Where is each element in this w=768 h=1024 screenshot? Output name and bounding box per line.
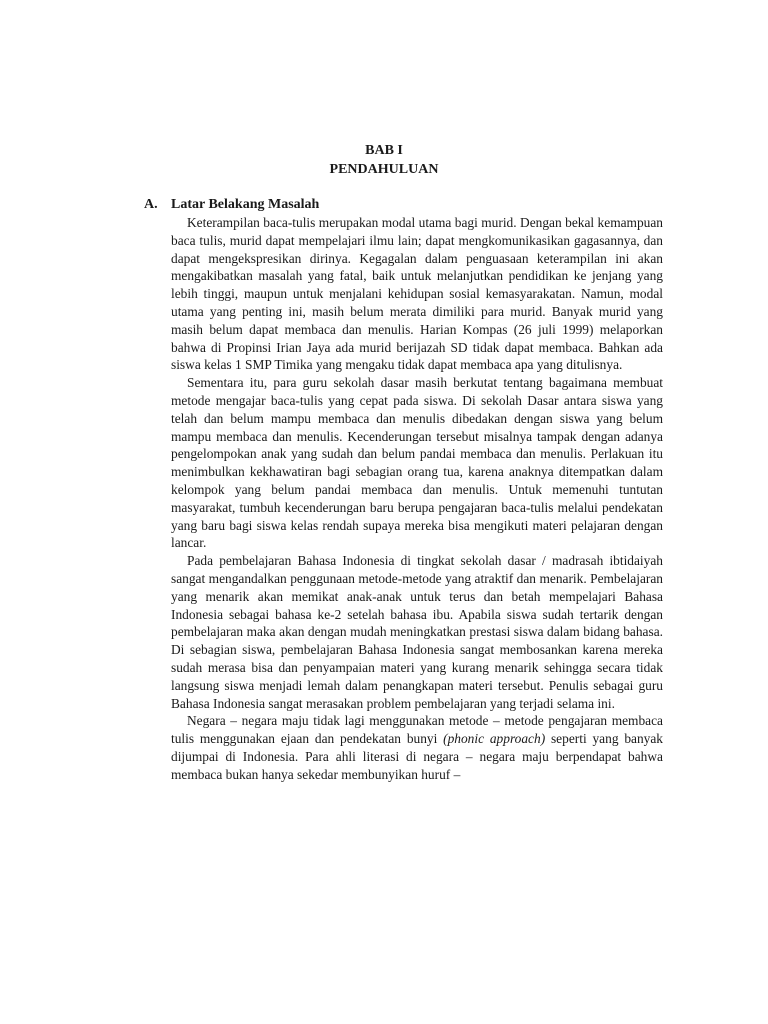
chapter-heading [0,141,768,179]
paragraph-4-text-after: seperti yang banyak dijumpai di Indonesia. Para ahli literasi di negara – negara maju berpendapat bahwa membaca bukan hanya sekedar membunyikan huruf – [171,731,663,782]
paragraph-2: Sementara itu, para guru sekolah dasar masih berkutat tentang bagaimana membuat metode mengajar baca-tulis yang cepat pada siswa. Di sekolah Dasar antara siswa yang telah dan belum mampu membaca dan menulis dibedakan dengan siswa yang belum mampu membaca dan menulis. Kecenderungan tersebut misalnya tampak dengan adanya pengelompokan anak yang sudah dan belum pandai membaca dan menulis. Perlakuan itu menimbulkan kekhawatiran bagi sebagian orang tua, karena anaknya ditempatkan dalam kelompok yang belum pandai membaca dan menulis. Untuk memenuhi tuntutan masyarakat, tumbuh kecenderungan baru berupa pengajaran baca-tulis melalui pendekatan yang baru bagi siswa kelas rendah supaya mereka bisa mengikuti materi pelajaran dengan lancar. [171,375,663,551]
paragraph-4 [171,712,663,783]
paragraph-3: Pada pembelajaran Bahasa Indonesia di tingkat sekolah dasar / madrasah ibtidaiyah sangat mengandalkan penggunaan metode-metode yang atraktif dan menarik. Pembelajaran yang menarik akan memikat anak-anak untuk terus dan betah mempelajari Bahasa Indonesia sebagai bahasa ke-2 setelah bahasa ibu. Apabila siswa sudah tertarik dengan pembelajaran maka akan dengan mudah meningkatkan prestasi siswa dalam bidang bahasa. Di sebagian siswa, pembelajaran Bahasa Indonesia sangat membosankan karena mereka sudah merasa bisa dan penyampaian materi yang kurang menarik sehingga secara tidak langsung siswa menjadi lemah dalam penangkapan materi tersebut. Penulis sebagai guru Bahasa Indonesia sangat merasakan problem pembelajaran yang terjadi selama ini. [171,553,663,711]
section-heading [144,195,664,214]
section-body [171,214,663,784]
paragraph-4-italic-term: (phonic approach) [443,731,546,747]
chapter-title: PENDAHULUAN [329,162,439,177]
paragraph-1: Keterampilan baca-tulis merupakan modal utama bagi murid. Dengan bekal kemampuan baca tulis, murid dapat mempelajari ilmu lain; dapat mengkomunikasikan gagasannya, dan dapat mengekspresikan dirinya. Kegagalan dalam penguasaan keterampilan ini akan mengakibatkan masalah yang fatal, baik untuk melanjutkan pendidikan ke jenjang yang lebih tinggi, maupun untuk menjalani kehidupan sosial kemasyarakatan. Namun, modal utama yang penting ini, masih belum merata dimiliki para murid. Banyak murid yang masih belum dapat membaca dan menulis. Harian Kompas (26 juli 1999) melaporkan bahwa di Propinsi Irian Jaya ada murid berijazah SD tidak dapat membaca. Bahkan ada siswa kelas 1 SMP Timika yang mengaku tidak dapat membaca apa yang ditulisnya. [171,215,663,373]
section-letter: A. [144,197,158,212]
paragraph-4-text-before: Negara – negara maju tidak lagi menggunakan metode – metode pengajaran membaca tulis menggunakan ejaan dan pendekatan bunyi [171,713,663,747]
chapter-number: BAB I [365,143,403,158]
section-latar-belakang [144,195,664,784]
section-title: Latar Belakang Masalah [171,197,320,212]
